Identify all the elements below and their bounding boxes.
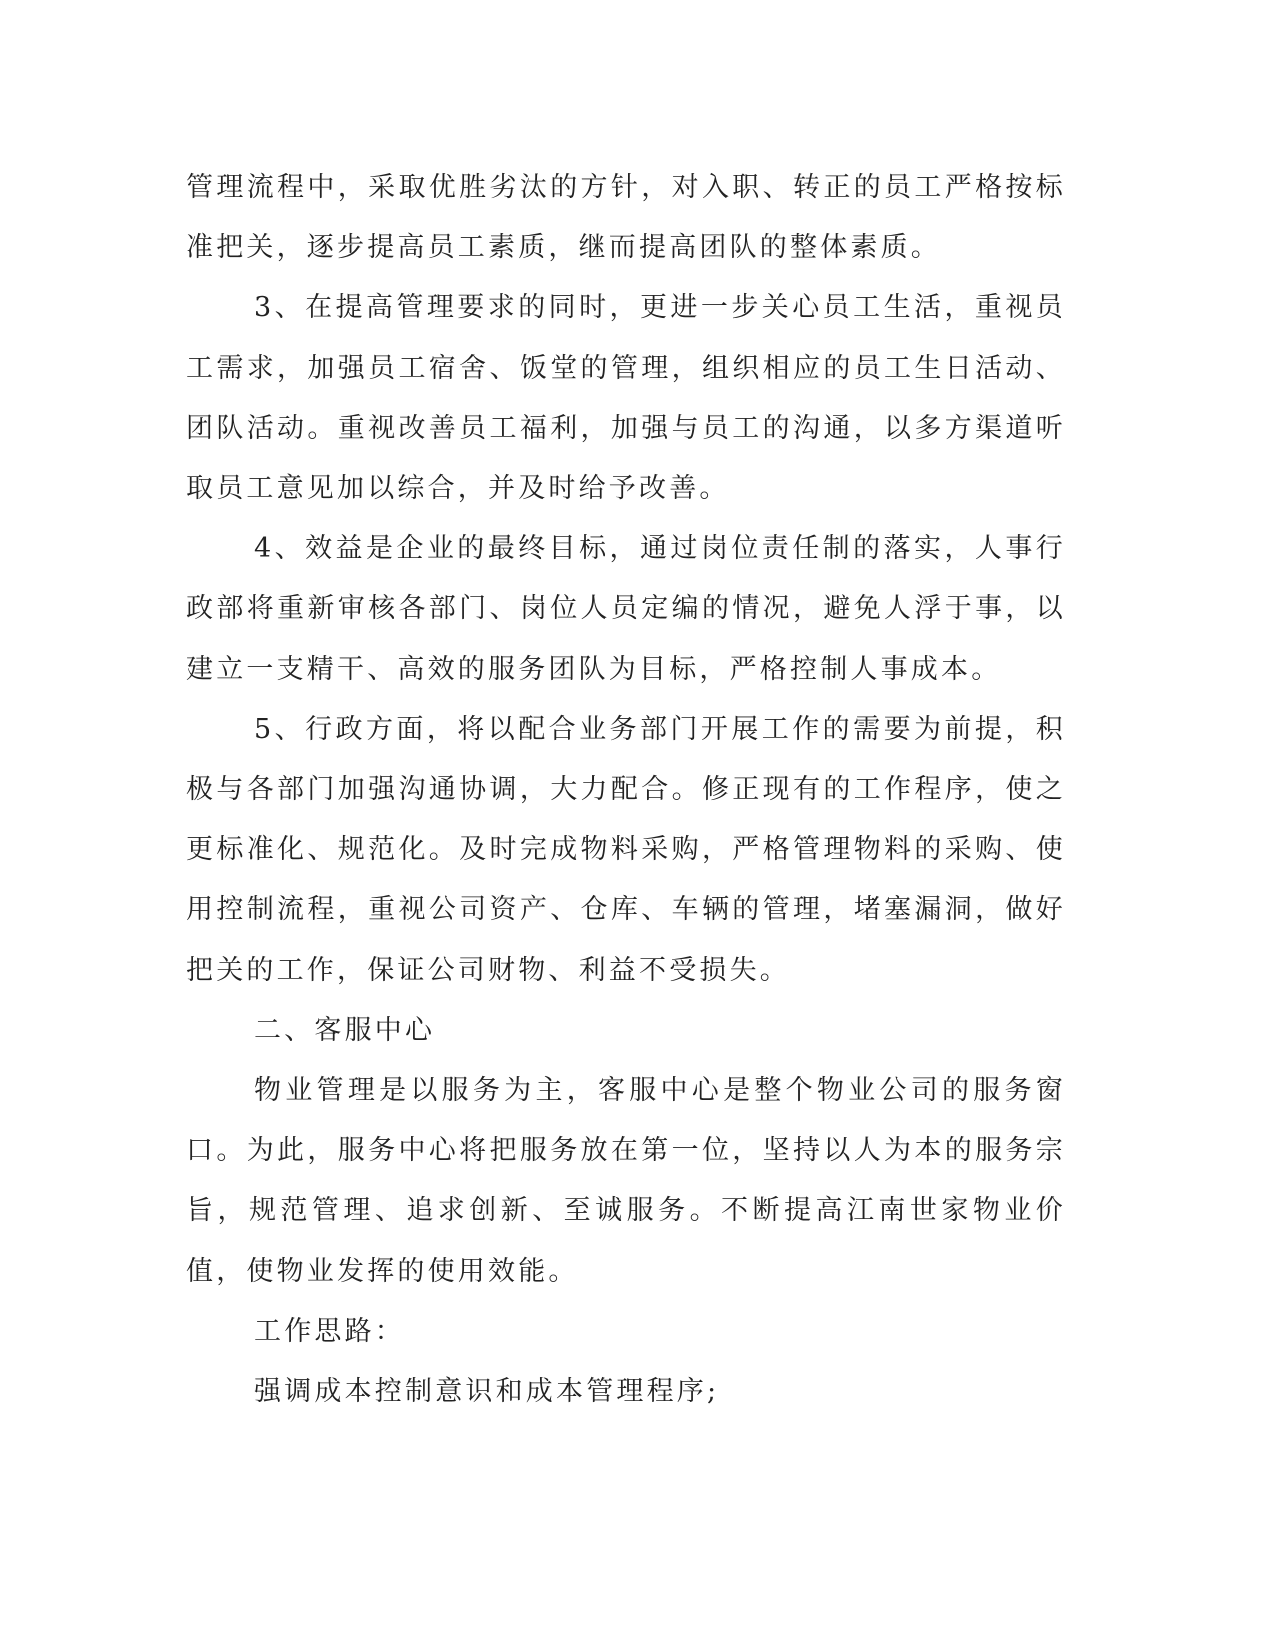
paragraph-item-4: 4、效益是企业的最终目标，通过岗位责任制的落实，人事行政部将重新审核各部门、岗位人员定编的情况，避免人浮于事，以建立一支精干、高效的服务团队为目标，严格控制人事成本。 [186, 533, 1066, 685]
paragraph-item-5: 5、行政方面，将以配合业务部门开展工作的需要为前提，积极与各部门加强沟通协调，大力配合。修正现有的工作程序，使之更标准化、规范化。及时完成物料采购，严格管理物料的采购、使用控制流程，重视公司资产、仓库、车辆的管理，堵塞漏洞，做好把关的工作，保证公司财物、利益不受损失。 [186, 713, 1066, 986]
paragraph-item-3: 3、在提高管理要求的同时，更进一步关心员工生活，重视员工需求，加强员工宿舍、饭堂的管理，组织相应的员工生日活动、团队活动。重视改善员工福利，加强与员工的沟通，以多方渠道听取员工意见加以综合，并及时给予改善。 [186, 292, 1066, 505]
section-heading-customer-service: 二、客服中心 [254, 1014, 436, 1046]
paragraph-continuation: 管理流程中，采取优胜劣汰的方针，对入职、转正的员工严格按标准把关，逐步提高员工素质，继而提高团队的整体素质。 [186, 172, 1066, 264]
subheading-work-approach: 工作思路： [254, 1315, 405, 1347]
document-body [186, 158, 1066, 1422]
paragraph-customer-service-intro: 物业管理是以服务为主，客服中心是整个物业公司的服务窗口。为此，服务中心将把服务放在第一位，坚持以人为本的服务宗旨，规范管理、追求创新、至诚服务。不断提高江南世家物业价值，使物业发挥的使用效能。 [186, 1075, 1066, 1287]
paragraph-cost-control: 强调成本控制意识和成本管理程序; [254, 1376, 720, 1408]
